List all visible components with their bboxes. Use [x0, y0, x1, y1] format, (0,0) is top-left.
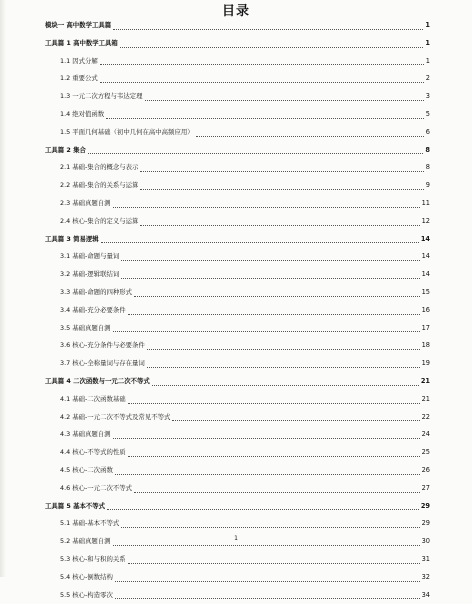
- toc-section-row[interactable]: [45, 373, 430, 391]
- dot-leader: [121, 527, 419, 528]
- dot-leader: [134, 492, 420, 493]
- toc-entry-page: 25: [422, 444, 430, 462]
- toc-section-row[interactable]: [45, 17, 430, 35]
- toc-entry-label: 5.1 基础-基本不等式: [45, 515, 119, 533]
- toc-item-row[interactable]: [45, 248, 430, 266]
- toc-item-row[interactable]: [45, 88, 430, 106]
- toc-entry-page: 1: [426, 53, 430, 71]
- toc-entry-label: 3.3 基础-命题的四种形式: [45, 284, 132, 302]
- toc-entry-page: 14: [422, 266, 430, 284]
- dot-leader: [172, 420, 419, 421]
- toc-entry-label: 2.4 核心-集合的定义与运算: [45, 213, 138, 231]
- toc-entry-label: 4.1 基础-二次函数基础: [45, 391, 126, 409]
- toc-entry-label: 2.3 基础真题自测: [45, 195, 111, 213]
- toc-entry-label: 工具篇 1 高中数学工具箱: [45, 35, 118, 53]
- dot-leader: [140, 189, 423, 190]
- toc-item-row[interactable]: [45, 515, 430, 533]
- toc-item-row[interactable]: [45, 195, 430, 213]
- toc-entry-page: 5: [426, 106, 430, 124]
- toc-entry-page: 17: [422, 320, 430, 338]
- toc-entry-page: 8: [426, 159, 430, 177]
- toc-item-row[interactable]: [45, 320, 430, 338]
- toc-entry-label: 2.2 基础-集合的关系与运算: [45, 177, 138, 195]
- dot-leader: [196, 136, 424, 137]
- dot-leader: [106, 118, 424, 119]
- toc-entry-label: 5.2 基础真题自测: [45, 533, 111, 551]
- toc-entry-label: 工具篇 4 二次函数与一元二次不等式: [45, 373, 150, 391]
- toc-item-row[interactable]: [45, 409, 430, 427]
- toc-entry-page: 34: [422, 587, 430, 604]
- dot-leader: [88, 153, 424, 154]
- toc-item-row[interactable]: [45, 106, 430, 124]
- toc-item-row[interactable]: [45, 159, 430, 177]
- toc-item-row[interactable]: [45, 124, 430, 142]
- dot-leader: [145, 100, 424, 101]
- toc-item-row[interactable]: [45, 391, 430, 409]
- toc-entry-page: 2: [426, 70, 430, 88]
- toc-entry-label: 5.4 核心-倒数结构: [45, 569, 113, 587]
- toc-entry-page: 1: [425, 35, 430, 53]
- toc-entry-page: 6: [426, 124, 430, 142]
- dot-leader: [152, 385, 419, 386]
- page-number: 1: [0, 535, 472, 542]
- toc-entry-page: 12: [422, 213, 430, 231]
- toc-entry-label: 3.7 核心-全称量词与存在量词: [45, 355, 145, 373]
- toc-entry-label: 4.4 核心-不等式的性质: [45, 444, 126, 462]
- toc-entry-label: 1.3 一元二次方程与韦达定理: [45, 88, 143, 106]
- toc-entry-page: 16: [422, 302, 430, 320]
- dot-leader: [113, 29, 423, 30]
- toc-entry-page: 24: [422, 426, 430, 444]
- toc-entry-label: 2.1 基础-集合的概念与表示: [45, 159, 138, 177]
- dot-leader: [147, 349, 420, 350]
- toc-entry-page: 22: [422, 409, 430, 427]
- toc-item-row[interactable]: [45, 480, 430, 498]
- dot-leader: [140, 225, 419, 226]
- toc-entry-page: 1: [425, 17, 430, 35]
- toc-entry-page: 32: [422, 569, 430, 587]
- toc-entry-page: 21: [422, 391, 430, 409]
- toc-entry-page: 15: [422, 284, 430, 302]
- dot-leader: [100, 64, 424, 65]
- dot-leader: [120, 47, 424, 48]
- toc-section-row[interactable]: [45, 231, 430, 249]
- toc-item-row[interactable]: [45, 284, 430, 302]
- dot-leader: [147, 367, 420, 368]
- dot-leader: [113, 545, 420, 546]
- dot-leader: [113, 331, 420, 332]
- toc-entry-label: 1.2 重要公式: [45, 70, 98, 88]
- toc-entry-page: 31: [422, 551, 430, 569]
- toc-entry-label: 4.5 核心-二次函数: [45, 462, 113, 480]
- toc-item-row[interactable]: [45, 70, 430, 88]
- toc-item-row[interactable]: [45, 426, 430, 444]
- toc-entry-page: 18: [422, 337, 430, 355]
- toc-entry-label: 3.4 基础-充分必要条件: [45, 302, 126, 320]
- toc-entry-label: 模块一 高中数学工具篇: [45, 17, 111, 35]
- toc-entry-page: 14: [422, 248, 430, 266]
- toc-item-row[interactable]: [45, 569, 430, 587]
- dot-leader: [107, 509, 419, 510]
- dot-leader: [101, 242, 419, 243]
- toc-item-row[interactable]: [45, 302, 430, 320]
- toc-entry-page: 3: [426, 88, 430, 106]
- dot-leader: [140, 171, 423, 172]
- toc-entry-page: 30: [422, 533, 430, 551]
- toc-entry-label: 工具篇 5 基本不等式: [45, 498, 105, 516]
- dot-leader: [113, 438, 420, 439]
- toc-entry-page: 29: [422, 515, 430, 533]
- dot-leader: [115, 598, 420, 599]
- toc-item-row[interactable]: [45, 355, 430, 373]
- dot-leader: [134, 296, 420, 297]
- toc-entry-label: 5.3 核心-和与积的关系: [45, 551, 126, 569]
- toc-entry-page: 29: [421, 498, 430, 516]
- toc-entry-label: 工具篇 3 简易逻辑: [45, 231, 99, 249]
- toc-item-row[interactable]: [45, 444, 430, 462]
- toc-entry-label: 1.4 绝对值函数: [45, 106, 104, 124]
- dot-leader: [113, 207, 420, 208]
- toc-item-row[interactable]: [45, 266, 430, 284]
- table-of-contents: [45, 17, 430, 604]
- toc-item-row[interactable]: [45, 587, 430, 604]
- toc-section-row[interactable]: [45, 35, 430, 53]
- dot-leader: [128, 403, 420, 404]
- toc-entry-label: 工具篇 2 集合: [45, 142, 86, 160]
- dot-leader: [115, 474, 420, 475]
- toc-entry-label: 4.2 基础-一元二次不等式及常见不等式: [45, 409, 170, 427]
- toc-entry-page: 27: [422, 480, 430, 498]
- dot-leader: [128, 563, 420, 564]
- toc-entry-label: 4.3 基础真题自测: [45, 426, 111, 444]
- toc-entry-page: 26: [422, 462, 430, 480]
- dot-leader: [115, 581, 420, 582]
- dot-leader: [128, 314, 420, 315]
- toc-entry-label: 3.6 核心-充分条件与必要条件: [45, 337, 145, 355]
- toc-entry-page: 21: [421, 373, 430, 391]
- toc-entry-page: 11: [422, 195, 430, 213]
- toc-item-row[interactable]: [45, 177, 430, 195]
- toc-entry-page: 14: [421, 231, 430, 249]
- dot-leader: [128, 456, 420, 457]
- toc-item-row[interactable]: [45, 53, 430, 71]
- toc-section-row[interactable]: [45, 498, 430, 516]
- toc-entry-label: 3.2 基础-逻辑联结词: [45, 266, 119, 284]
- dot-leader: [121, 278, 419, 279]
- toc-item-row[interactable]: [45, 213, 430, 231]
- toc-entry-page: 9: [426, 177, 430, 195]
- page-edge-shadow: [0, 0, 6, 577]
- toc-entry-label: 4.6 核心-一元二次不等式: [45, 480, 132, 498]
- toc-entry-page: 8: [425, 142, 430, 160]
- toc-section-row[interactable]: [45, 142, 430, 160]
- dot-leader: [100, 82, 424, 83]
- toc-entry-label: 1.1 因式分解: [45, 53, 98, 71]
- toc-item-row[interactable]: [45, 337, 430, 355]
- toc-entry-label: 3.1 基础-命题与量词: [45, 248, 119, 266]
- toc-entry-label: 3.5 基础真题自测: [45, 320, 111, 338]
- toc-item-row[interactable]: [45, 462, 430, 480]
- toc-entry-label: 1.5 平面几何基础（初中几何在高中高频应用）: [45, 124, 194, 142]
- toc-entry-page: 19: [422, 355, 430, 373]
- toc-item-row[interactable]: [45, 551, 430, 569]
- dot-leader: [121, 260, 419, 261]
- toc-entry-label: 5.5 核心-构造零次: [45, 587, 113, 604]
- page-title: 目录: [0, 0, 472, 19]
